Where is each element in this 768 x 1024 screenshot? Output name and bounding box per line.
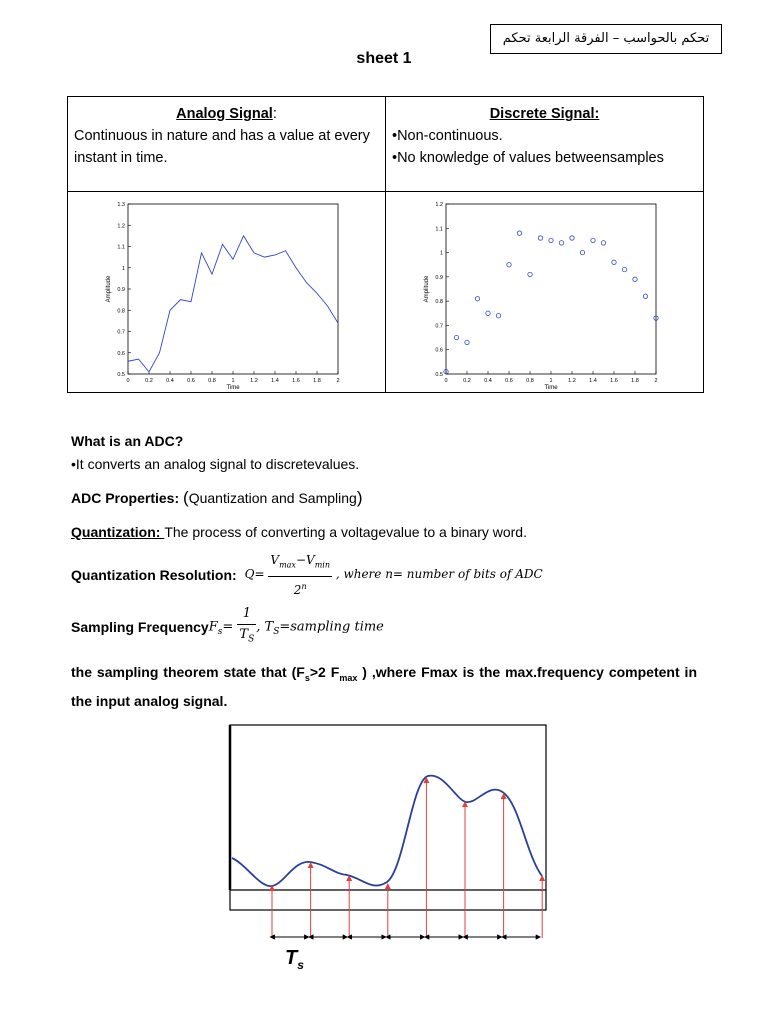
x-tick-label: 1.2 [250, 378, 258, 384]
formula-vmin-sub: min [314, 560, 330, 570]
x-tick-label: 1.6 [292, 378, 300, 384]
plot-axes [128, 204, 338, 374]
fs-fraction [237, 604, 256, 650]
x-tick-label: 0.2 [145, 378, 153, 384]
x-tick-label: 2 [336, 378, 340, 384]
sampling-theorem [71, 661, 697, 713]
y-tick-label: 0.9 [435, 274, 443, 281]
adc-properties [71, 488, 362, 508]
y-tick-label: 0.6 [435, 347, 443, 354]
x-tick-label: 0.4 [166, 378, 174, 384]
y-tick-label: 0.5 [435, 372, 443, 378]
x-tick-label: 1.2 [568, 378, 576, 384]
x-tick-label: 1.4 [589, 378, 597, 384]
y-tick-label: 1.1 [117, 244, 125, 251]
x-tick-label: 1.4 [271, 378, 279, 384]
x-axis-label: Time [544, 385, 558, 391]
ts-label-t: T [285, 947, 298, 969]
x-tick-label: 0 [444, 378, 448, 384]
fs-rest-pre: , T [256, 619, 274, 635]
analog-description: Continuous in nature and has a value at every instant in time. [74, 128, 370, 166]
y-tick-label: 0.7 [117, 329, 125, 336]
sampling-formula [209, 604, 384, 650]
y-axis-label: Amplitude [424, 275, 430, 303]
y-tick-label: 0.8 [435, 299, 443, 306]
discrete-bullet-2: •No knowledge of values betweensamples [392, 150, 664, 166]
discrete-signal-cell [386, 97, 703, 191]
analog-heading-colon: : [272, 106, 277, 122]
y-tick-label: 1.2 [117, 223, 125, 230]
x-tick-label: 0.8 [208, 378, 216, 384]
quantization-text: The process of converting a voltagevalue to a binary word. [164, 524, 527, 540]
quantization-resolution [71, 552, 543, 598]
x-tick-label: 0.4 [484, 378, 492, 384]
quantization-label: Quantization: [71, 524, 165, 540]
ts-label-sub: s [297, 958, 304, 972]
sampling-frequency [71, 606, 384, 648]
y-tick-label: 1.2 [435, 202, 443, 208]
adc-question: What is an ADC? [71, 433, 184, 449]
formula-vmax: V [270, 553, 280, 568]
fs-den: T [239, 627, 249, 643]
sampling-diagram [222, 720, 552, 975]
x-tick-label: 1.8 [631, 378, 639, 384]
y-axis-label: Amplitude [106, 275, 112, 303]
discrete-bullet-1: •Non-continuous. [392, 128, 503, 144]
fs-sub: s [217, 627, 223, 638]
y-tick-label: 0.9 [117, 287, 125, 293]
theorem-part-1: the sampling theorem state that (F [71, 664, 305, 680]
adc-properties-detail: Quantization and Sampling [188, 490, 357, 506]
formula-vmin: −V [295, 553, 315, 568]
y-tick-label: 0.6 [117, 350, 125, 357]
formula-n: n [301, 581, 307, 591]
x-tick-label: 1 [549, 378, 553, 384]
resolution-label: Quantization Resolution [71, 567, 232, 583]
analog-signal-cell [68, 97, 385, 191]
analog-heading: Analog Signal [176, 106, 273, 122]
adc-properties-label: ADC Properties: [71, 490, 180, 506]
discrete-signal-plot [386, 192, 703, 392]
fs-eq: = [222, 619, 234, 635]
ts-label [285, 947, 304, 972]
x-tick-label: 0.2 [463, 378, 471, 384]
resolution-colon: : [232, 567, 237, 583]
y-tick-label: 1 [439, 250, 443, 257]
course-header: تحكم بالحواسب – الفرقة الرابعة تحكم [490, 24, 722, 54]
sheet-title: sheet 1 [356, 50, 412, 67]
y-tick-label: 1.1 [435, 226, 443, 233]
theorem-part-3: ) ,where Fmax is the max.frequency competent in the input analog signal. [71, 664, 697, 709]
adc-answer: •It converts an analog signal to discretevalues. [71, 456, 360, 472]
x-tick-label: 1 [231, 378, 235, 384]
resolution-formula [245, 550, 543, 599]
y-tick-label: 0.7 [435, 323, 443, 330]
formula-q: Q= [244, 567, 265, 582]
formula-where: , where n= number of bits of ADC [335, 567, 543, 582]
x-tick-label: 1.6 [610, 378, 618, 384]
y-tick-label: 0.5 [117, 372, 125, 378]
x-tick-label: 0.8 [526, 378, 534, 384]
discrete-heading: Discrete Signal: [489, 106, 600, 122]
x-tick-label: 0 [126, 378, 130, 384]
x-tick-label: 1.8 [313, 378, 321, 384]
y-tick-label: 1.3 [117, 202, 125, 208]
fs-lhs: F [208, 619, 218, 635]
fs-den-sub: S [248, 634, 255, 645]
y-tick-label: 1 [121, 265, 125, 272]
adc-properties-paren-close: ) [356, 488, 363, 507]
x-tick-label: 0.6 [505, 378, 513, 384]
theorem-sub-1: s [304, 672, 310, 683]
y-tick-label: 0.8 [117, 308, 125, 315]
adc-properties-paren-open: ( [183, 488, 189, 507]
x-tick-label: 2 [654, 378, 658, 384]
formula-fraction [268, 550, 332, 599]
fs-rest-sub: S [273, 627, 280, 638]
theorem-sub-2: max [339, 672, 358, 683]
signal-comparison-table [67, 96, 704, 393]
analog-signal-plot [68, 192, 385, 392]
x-tick-label: 0.6 [187, 378, 195, 384]
fs-rest: =sampling time [279, 619, 384, 635]
quantization-def [71, 522, 527, 542]
fs-num: 1 [237, 604, 256, 625]
formula-vmax-sub: max [279, 560, 296, 570]
formula-two: 2 [293, 582, 302, 597]
plot-axes [446, 204, 656, 374]
theorem-part-2: >2 F [309, 664, 340, 680]
x-axis-label: Time [226, 385, 240, 391]
sampling-label: Sampling Frequency [71, 619, 209, 635]
